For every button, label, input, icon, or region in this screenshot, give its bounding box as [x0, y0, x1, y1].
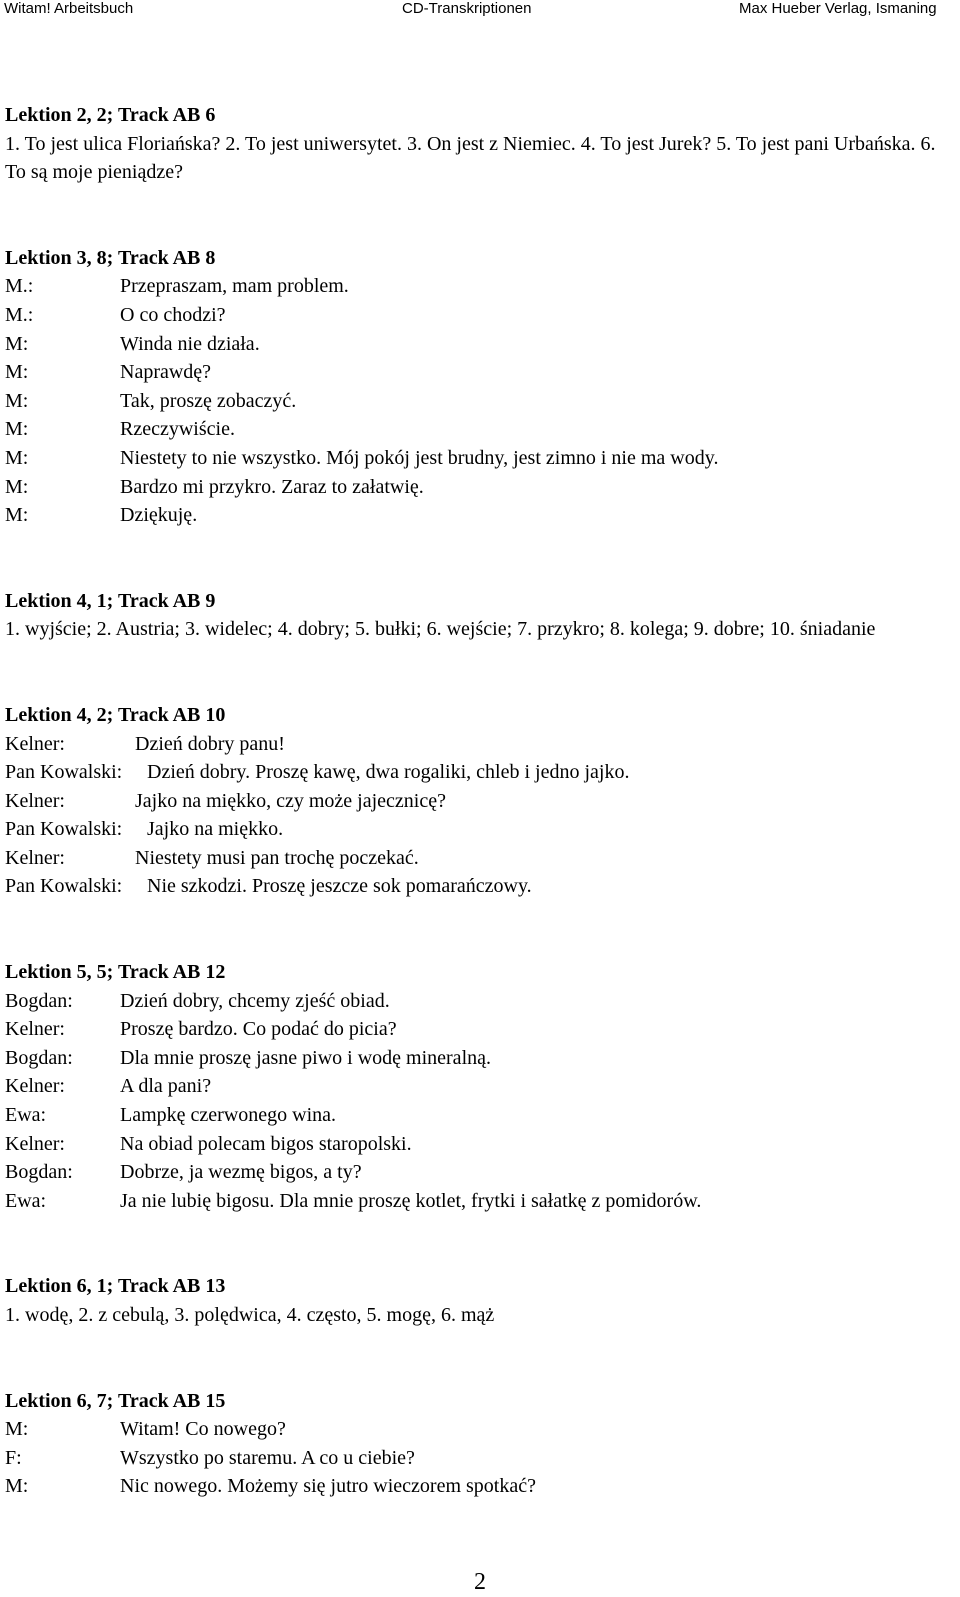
dialogue-line [5, 473, 950, 502]
speaker: M: [5, 418, 29, 441]
speaker: Kelner: [5, 789, 65, 812]
dialogue-line [5, 872, 950, 901]
section-title: Lektion 6, 7; Track AB 15 [5, 1389, 226, 1412]
utterance: Wszystko po staremu. A co u ciebie? [120, 1446, 415, 1469]
page-content [5, 101, 950, 1501]
section-title: Lektion 6, 1; Track AB 13 [5, 1275, 226, 1298]
utterance: Dla mnie proszę jasne piwo i wodę mineralną. [120, 1046, 491, 1069]
dialogue-line [5, 1472, 950, 1501]
dialogue-line [5, 1072, 950, 1101]
speaker: Kelner: [5, 1075, 65, 1098]
dialogue-line [5, 844, 950, 873]
utterance: Dobrze, ja wezmę bigos, a ty? [120, 1161, 362, 1184]
header-book-title: Witam! Arbeitsbuch [4, 0, 134, 17]
utterance: Rzeczywiście. [120, 418, 235, 441]
speaker: Pan Kowalski: [5, 875, 123, 898]
section-text: 1. To jest ulica Floriańska? 2. To jest uniwersytet. 3. On jest z Niemiec. 4. To jest Jurek? 5. To jest pani Urbańska. 6. To są moje pieniądze? [5, 132, 936, 184]
utterance: Jajko na miękko. [147, 818, 284, 841]
dialogue-line [5, 501, 950, 530]
speaker: Ewa: [5, 1189, 47, 1212]
dialogue-line [5, 415, 950, 444]
section-title: Lektion 2, 2; Track AB 6 [5, 104, 216, 126]
utterance: Ja nie lubię bigosu. Dla mnie proszę kotlet, frytki i sałatkę z pomidorów. [120, 1189, 702, 1212]
utterance: Na obiad polecam bigos staropolski. [120, 1132, 412, 1155]
utterance: Niestety to nie wszystko. Mój pokój jest brudny, jest zimno i nie ma wody. [120, 446, 719, 469]
dialogue-line [5, 1187, 950, 1216]
speaker: M: [5, 446, 29, 469]
section-lektion-5-5 [5, 958, 950, 1215]
speaker: M.: [5, 275, 34, 298]
utterance: Tak, proszę zobaczyć. [120, 389, 297, 412]
dialogue-line [5, 758, 950, 787]
section-title: Lektion 4, 2; Track AB 10 [5, 703, 226, 726]
section-lektion-6-1 [5, 1272, 950, 1329]
dialogue-line [5, 815, 950, 844]
speaker: Pan Kowalski: [5, 761, 123, 784]
utterance: Nic nowego. Możemy się jutro wieczorem spotkać? [120, 1475, 536, 1498]
speaker: Bogdan: [5, 1161, 73, 1184]
utterance: Przepraszam, mam problem. [120, 275, 349, 298]
utterance: Jajko na miękko, czy może jajecznicę? [135, 789, 446, 812]
utterance: Niestety musi pan trochę poczekać. [135, 846, 419, 869]
section-lektion-3-8 [5, 244, 950, 530]
utterance: Nie szkodzi. Proszę jeszcze sok pomarańczowy. [147, 875, 532, 898]
speaker: M: [5, 332, 29, 355]
utterance: Bardzo mi przykro. Zaraz to załatwię. [120, 475, 424, 498]
header-section-title: CD-Transkriptionen [402, 0, 532, 17]
speaker: M: [5, 475, 29, 498]
utterance: Lampkę czerwonego wina. [120, 1104, 337, 1127]
speaker: M: [5, 361, 29, 384]
speaker: Kelner: [5, 846, 65, 869]
speaker: Bogdan: [5, 989, 73, 1012]
utterance: Proszę bardzo. Co podać do picia? [120, 1018, 397, 1041]
speaker: Kelner: [5, 1132, 65, 1155]
utterance: Dzień dobry panu! [135, 732, 285, 755]
speaker: Kelner: [5, 1018, 65, 1041]
speaker: Ewa: [5, 1104, 47, 1127]
utterance: Witam! Co nowego? [120, 1418, 286, 1441]
dialogue-line [5, 1158, 950, 1187]
dialogue-line [5, 1015, 950, 1044]
speaker: Pan Kowalski: [5, 818, 123, 841]
speaker: M: [5, 504, 29, 527]
speaker: M: [5, 1418, 29, 1441]
utterance: A dla pani? [120, 1075, 212, 1098]
utterance: Winda nie działa. [120, 332, 260, 355]
speaker: Kelner: [5, 732, 65, 755]
dialogue-line [5, 387, 950, 416]
speaker: M: [5, 1475, 29, 1498]
dialogue-line [5, 330, 950, 359]
utterance: Dzień dobry, chcemy zjeść obiad. [120, 989, 390, 1012]
utterance: O co chodzi? [120, 303, 226, 326]
dialogue-line [5, 1101, 950, 1130]
section-title: Lektion 3, 8; Track AB 8 [5, 246, 216, 269]
dialogue-line [5, 987, 950, 1016]
utterance: Dzień dobry. Proszę kawę, dwa rogaliki, chleb i jedno jajko. [147, 761, 630, 784]
speaker: M: [5, 389, 29, 412]
section-lektion-4-2 [5, 701, 950, 901]
dialogue-line [5, 444, 950, 473]
section-title: Lektion 5, 5; Track AB 12 [5, 961, 226, 984]
dialogue-line [5, 1044, 950, 1073]
utterance: Naprawdę? [120, 361, 212, 384]
dialogue-line [5, 272, 950, 301]
section-text: 1. wodę, 2. z cebulą, 3. polędwica, 4. często, 5. mogę, 6. mąż [5, 1304, 495, 1326]
dialogue-line [5, 1444, 950, 1473]
section-lektion-4-1 [5, 587, 950, 644]
utterance: Dziękuję. [120, 504, 198, 527]
section-lektion-2-2 [5, 101, 950, 187]
dialogue-line [5, 1130, 950, 1159]
dialogue-line [5, 1415, 950, 1444]
speaker: M.: [5, 303, 34, 326]
dialogue-line [5, 358, 950, 387]
dialogue-line [5, 787, 950, 816]
dialogue-line [5, 730, 950, 759]
section-title: Lektion 4, 1; Track AB 9 [5, 589, 216, 612]
speaker: F: [5, 1446, 22, 1469]
header-publisher: Max Hueber Verlag, Ismaning [739, 0, 937, 17]
dialogue-line [5, 301, 950, 330]
speaker: Bogdan: [5, 1046, 73, 1069]
section-lektion-6-7 [5, 1387, 950, 1501]
section-text: 1. wyjście; 2. Austria; 3. widelec; 4. dobry; 5. bułki; 6. wejście; 7. przykro; 8. kolega; 9. dobre; 10. śniadanie [5, 618, 876, 641]
page-header [0, 0, 960, 20]
page-number: 2 [474, 1569, 486, 1595]
